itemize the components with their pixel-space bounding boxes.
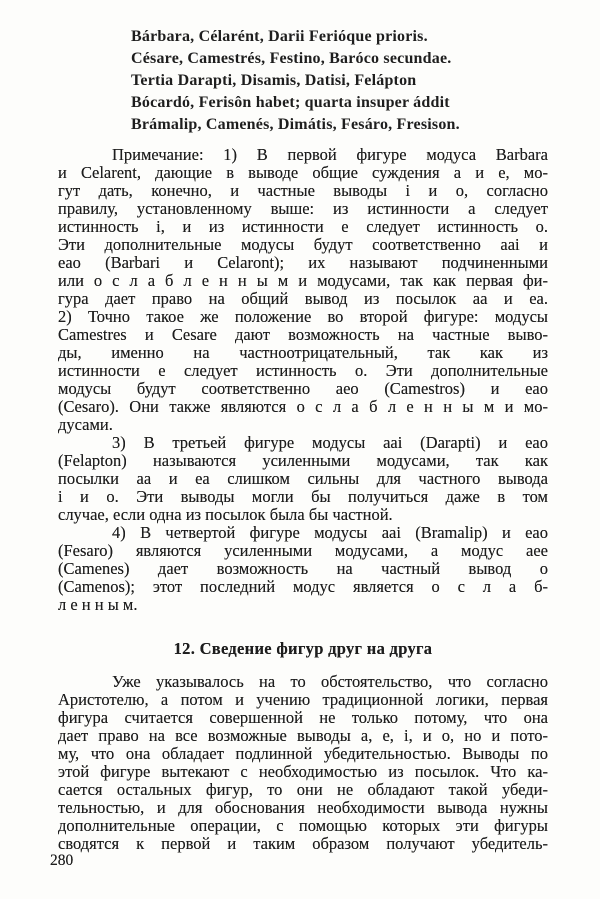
section-heading: 12. Сведение фигур друг на друга [173,639,433,658]
text-line: этой фигуре вытекают с необходимостью из посылок. Что ка- [58,762,548,781]
verse-line: Tertia Darapti, Disamis, Datisi, Felápton [131,72,417,89]
text-line: i и o. Эти выводы могли бы получиться даже в том [58,487,548,506]
text-line: фигура считается совершенной не только потому, что она [58,708,548,727]
text-line: дает право на все возможные выводы a, e, i, и o, но и пото- [58,726,548,745]
text-line: случае, если одна из посылок была бы частной. [58,505,393,524]
text-line: 3) В третьей фигуре модусы aai (Darapti) и eao [112,433,548,452]
text-line: истинность i, и из истинности e следует истинность o. [58,217,548,236]
text-line: Аристотелю, а потом и учению традиционной логики, первая [58,690,548,709]
verse-line: Brámalip, Camenés, Dimátis, Fesáro, Fresison. [131,116,460,133]
text-line: гура дает право на общий вывод из посылок aa и ea. [58,289,548,308]
text-line: сводятся к первой и таким образом получают убедитель- [58,834,548,853]
text-line: (Felapton) называются усиленными модусами, так как [58,451,548,470]
verse-line: Bárbara, Célarént, Darii Ferióque prioris. [131,28,428,45]
text-line: гут дать, конечно, и частные выводы i и o, согласно [58,181,548,200]
verse-line: Bócardó, Ferisôn habet; quarta insuper áddit [131,94,450,111]
text-line: сается остальных фигур, то они не обладают такой убеди- [58,780,548,799]
text-line: или о с л а б л е н н ы м и модусами, так как первая фи- [58,271,548,290]
note-paragraph-1 [58,146,548,434]
text-line: (Camenes) дает возможность на частный вывод o [58,559,548,578]
text-line: (Cesaro). Они также являются о с л а б л е н н ы м и мо- [58,397,548,416]
note-paragraph-2 [58,434,548,524]
page-body [58,146,548,853]
text-line: дусами. [58,415,113,434]
text-line: посылки aa и ea слишком сильны для частного вывода [58,469,548,488]
text-line: eao (Barbari и Celaront); их называют подчиненными [58,253,548,272]
text-line: модусы будут соответственно aeo (Camestros) и eao [58,379,548,398]
text-line: 4) В четвертой фигуре модусы aai (Bramalip) и eao [112,523,548,542]
text-line: л е н н ы м. [58,595,138,614]
text-line: (Camenos); этот последний модус является о с л а б- [58,577,548,596]
text-line: (Fesaro) являются усиленными модусами, а модус aee [58,541,548,560]
text-line: Примечание: 1) В первой фигуре модуса Barbara [112,145,548,164]
section-paragraph [58,673,548,853]
text-line: му, что она обладает подлинной убедительностью. Выводы по [58,744,548,763]
text-line: 2) Точно такое же положение во второй фигуре: модусы [58,307,548,326]
page-number: 280 [50,852,74,869]
text-line: и Celarent, дающие в выводе общие суждения a и e, мо- [58,163,548,182]
verse-line: Césare, Camestrés, Festino, Baróco secundae. [131,50,452,67]
text-line: тельностью, и для обоснования необходимости вывода нужны [58,798,548,817]
text-line: Camestres и Cesare дают возможность на частные выво- [58,325,548,344]
text-line: правилу, установленному выше: из истинности a следует [58,199,548,218]
text-line: Эти дополнительные модусы будут соответственно aai и [58,235,548,254]
mnemonic-verse [131,26,600,136]
text-line: истинности e следует истинность o. Эти дополнительные [58,361,548,380]
text-line: ды, именно на частноотрицательный, так как из [58,343,548,362]
text-line: дополнительные операции, с помощью которых эти фигуры [58,816,548,835]
note-paragraph-3 [58,524,548,614]
text-line: Уже указывалось на то обстоятельство, что согласно [112,672,548,691]
